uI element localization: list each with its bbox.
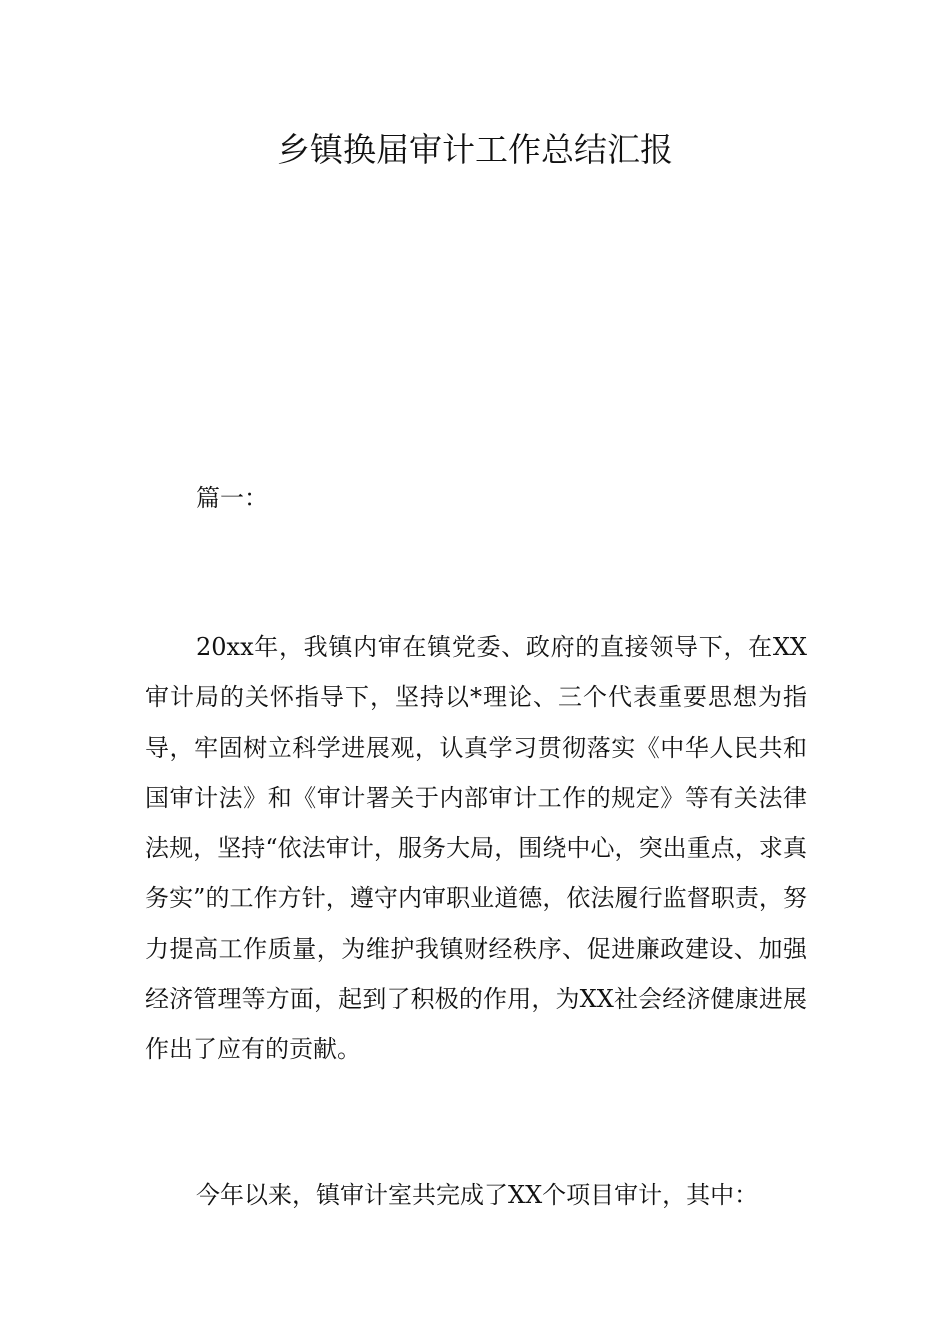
section-label: 篇一： [196,484,268,512]
body-paragraph-1: 20xx年，我镇内审在镇党委、政府的直接领导下，在XX审计局的关怀指导下，坚持以*理论、三个代表重要思想为指导，牢固树立科学进展观，认真学习贯彻落实《中华人民共和国审计法》和《审计署关于内部审计工作的规定》等有关法律法规，坚持“依法审计，服务大局，围绕中心，突出重点，求真务实”的工作方针，遵守内审职业道德，依法履行监督职责，努力提高工作质量，为维护我镇财经秩序、促进廉政建设、加强经济管理等方面，起到了积极的作用，为XX社会经济健康进展作出了应有的贡献。 [145,633,807,1064]
body-paragraph-2: 今年以来，镇审计室共完成了XX个项目审计，其中： [196,1181,759,1209]
document-title: 乡镇换届审计工作总结汇报 [277,130,673,169]
